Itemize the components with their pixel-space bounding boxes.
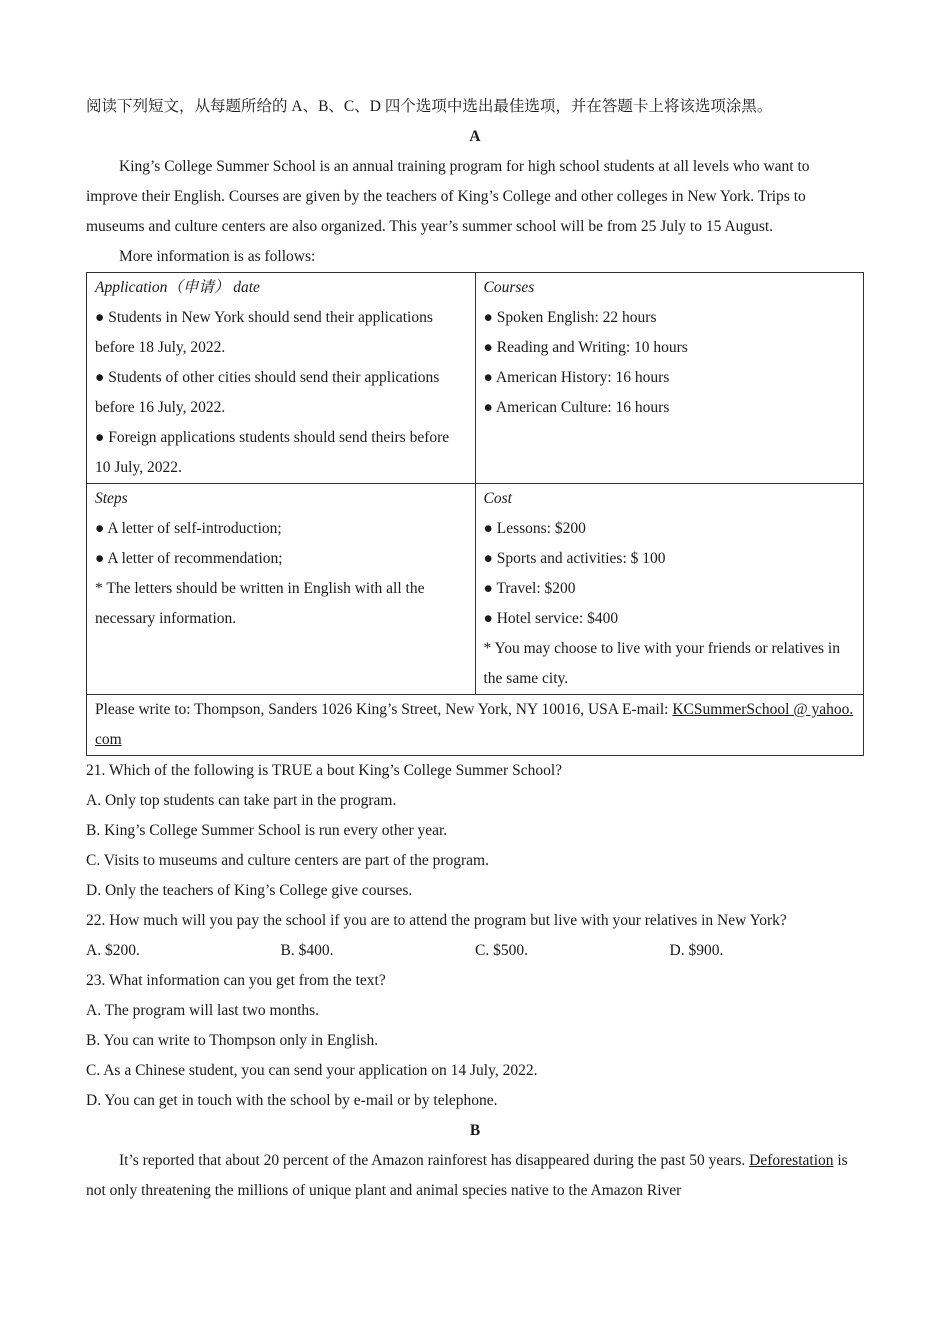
cost-item: ● Sports and activities: $ 100 bbox=[483, 550, 666, 567]
step-item: ● A letter of recommendation; bbox=[95, 550, 283, 567]
paragraph-text: is not only threatening the millions of unique plant and animal species native to the Amazon River bbox=[86, 1152, 848, 1199]
contact-cell bbox=[87, 695, 864, 756]
cost-item: ● Travel: $200 bbox=[483, 580, 576, 597]
info-table bbox=[86, 272, 864, 756]
course-item: ● American Culture: 16 hours bbox=[483, 399, 670, 416]
option: A. $200. bbox=[86, 942, 140, 959]
course-item: ● Reading and Writing: 10 hours bbox=[483, 339, 688, 356]
more-info-label: More information is as follows: bbox=[119, 248, 316, 265]
courses-title: Courses bbox=[483, 279, 535, 296]
application-item: ● Students in New York should send their applications before 18 July, 2022. bbox=[95, 309, 433, 356]
steps-title: Steps bbox=[95, 490, 128, 507]
steps-cell bbox=[87, 484, 476, 695]
option: C. Visits to museums and culture centers are part of the program. bbox=[86, 852, 489, 869]
cost-item: ● Hotel service: $400 bbox=[483, 610, 619, 627]
cost-title: Cost bbox=[483, 490, 512, 507]
option: D. You can get in touch with the school by e-mail or by telephone. bbox=[86, 1092, 498, 1109]
courses-cell bbox=[475, 273, 864, 484]
section-b-heading: B bbox=[469, 1122, 481, 1139]
option: B. You can write to Thompson only in English. bbox=[86, 1032, 379, 1049]
question-stem: 21. Which of the following is TRUE a bout King’s College Summer School? bbox=[86, 762, 563, 779]
section-a-intro: King’s College Summer School is an annual training program for high school students at all levels who want to improve their English. Courses are given by the teachers of King’s College and other colleges in New York. Trips to museums and culture centers are also organized. This year’s summer school will be from 25 July to 15 August. bbox=[86, 158, 810, 235]
application-cell bbox=[87, 273, 476, 484]
options-row bbox=[86, 936, 864, 966]
option: D. Only the teachers of King’s College give courses. bbox=[86, 882, 413, 899]
option: C. As a Chinese student, you can send your application on 14 July, 2022. bbox=[86, 1062, 538, 1079]
option: B. $400. bbox=[280, 942, 334, 959]
paragraph-text: It’s reported that about 20 percent of the Amazon rainforest has disappeared during the past 50 years. bbox=[119, 1152, 746, 1169]
question-21 bbox=[86, 756, 864, 906]
section-b-paragraph bbox=[86, 1146, 864, 1206]
question-stem: 23. What information can you get from the text? bbox=[86, 972, 386, 989]
application-title: Application（申请） date bbox=[95, 279, 260, 296]
instruction: 阅读下列短文，从每题所给的 A、B、C、D 四个选项中选出最佳选项，并在答题卡上将该选项涂黑。 bbox=[86, 98, 773, 115]
question-stem: 22. How much will you pay the school if you are to attend the program but live with your relatives in New York? bbox=[86, 912, 787, 929]
option: A. The program will last two months. bbox=[86, 1002, 320, 1019]
contact-email-link[interactable]: KCSummerSchool @ yahoo. com bbox=[95, 701, 854, 748]
underlined-word: Deforestation bbox=[749, 1152, 834, 1169]
application-item: ● Foreign applications students should send theirs before 10 July, 2022. bbox=[95, 429, 450, 476]
application-item: ● Students of other cities should send their applications before 16 July, 2022. bbox=[95, 369, 440, 416]
option: A. Only top students can take part in the program. bbox=[86, 792, 397, 809]
step-item: ● A letter of self-introduction; bbox=[95, 520, 282, 537]
question-23 bbox=[86, 966, 864, 1116]
exam-page bbox=[86, 92, 864, 1206]
question-22 bbox=[86, 906, 864, 966]
cost-item: * You may choose to live with your friends or relatives in the same city. bbox=[483, 640, 840, 687]
course-item: ● American History: 16 hours bbox=[483, 369, 670, 386]
option: C. $500. bbox=[475, 942, 528, 959]
cost-cell bbox=[475, 484, 864, 695]
option: D. $900. bbox=[669, 942, 724, 959]
step-item: * The letters should be written in English with all the necessary information. bbox=[95, 580, 425, 627]
contact-address: Please write to: Thompson, Sanders 1026 King’s Street, New York, NY 10016, USA E-mail: bbox=[95, 701, 673, 718]
option: B. King’s College Summer School is run every other year. bbox=[86, 822, 448, 839]
cost-item: ● Lessons: $200 bbox=[483, 520, 586, 537]
section-a-heading: A bbox=[469, 128, 481, 145]
course-item: ● Spoken English: 22 hours bbox=[483, 309, 657, 326]
